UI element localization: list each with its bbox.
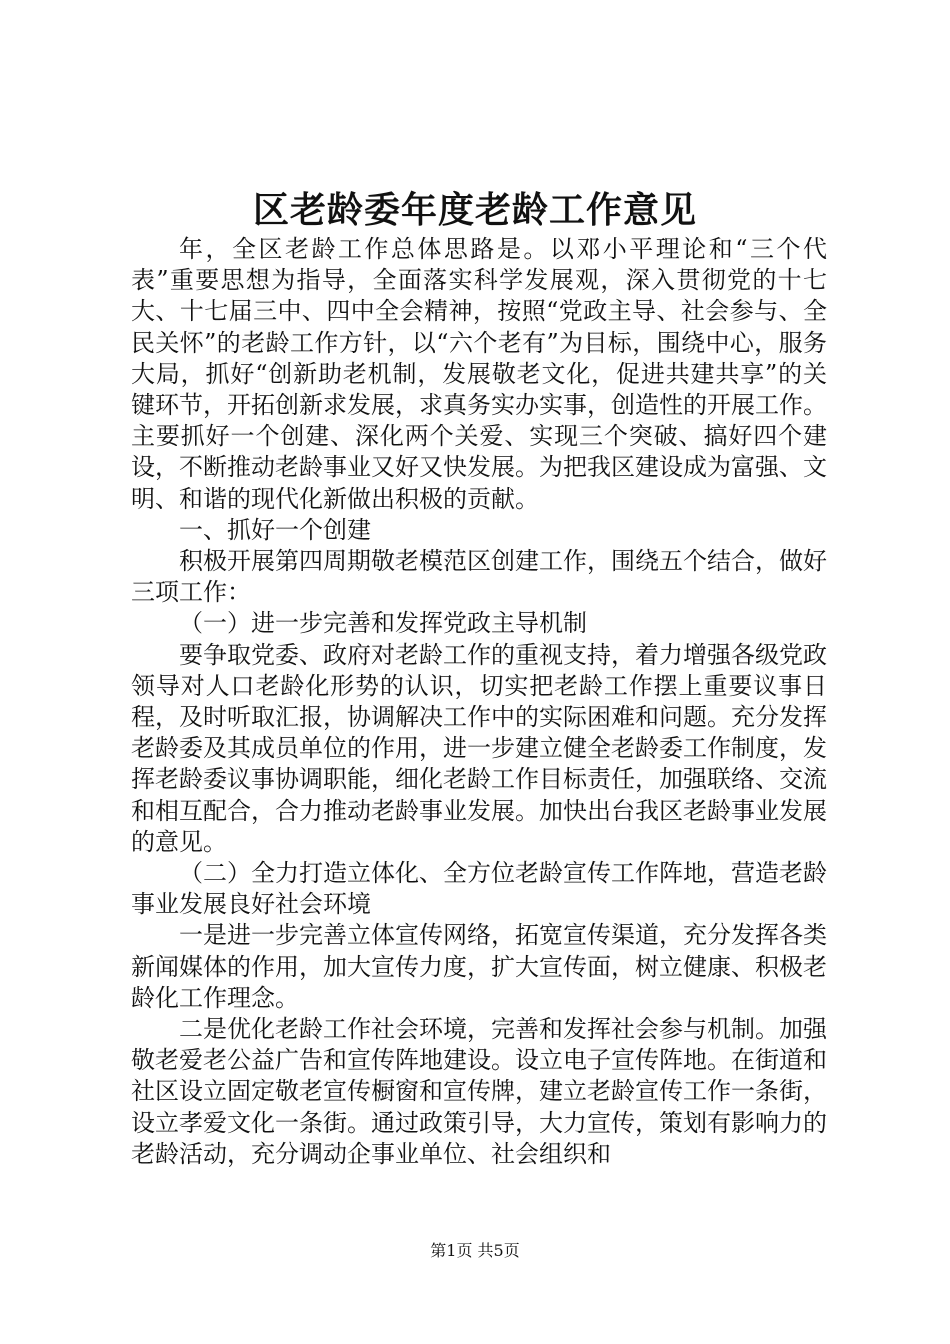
subsection-heading-1: （一）进一步完善和发挥党政主导机制 [179, 609, 587, 638]
paragraph-publicity-network: 一是进一步完善立体宣传网络，拓宽宣传渠道，充分发挥各类新闻媒体的作用，加大宣传力度，扩大宣传面，树立健康、积极老龄化工作理念。 [131, 921, 827, 1012]
paragraph-social-environment: 二是优化老龄工作社会环境，完善和发挥社会参与机制。加强敬老爱老公益广告和宣传阵地建设。设立电子宣传阵地。在街道和社区设立固定敬老宣传橱窗和宣传牌，建立老龄宣传工作一条街，设立孝爱文化一条街。通过政策引导，大力宣传，策划有影响力的老龄活动，充分调动企事业单位、社会组织和 [131, 1015, 827, 1168]
paragraph-creation: 积极开展第四周期敬老模范区创建工作，围绕五个结合，做好三项工作： [131, 547, 827, 607]
paragraph-party-leadership: 要争取党委、政府对老龄工作的重视支持，着力增强各级党政领导对人口老龄化形势的认识，切实把老龄工作摆上重要议事日程，及时听取汇报，协调解决工作中的实际困难和问题。充分发挥老龄委及其成员单位的作用，进一步建立健全老龄委工作制度，发挥老龄委议事协调职能，细化老龄工作目标责任，加强联络、交流和相互配合，合力推动老龄事业发展。加快出台我区老龄事业发展的意见。 [131, 640, 827, 856]
paragraph-overview: 年，全区老龄工作总体思路是。以邓小平理论和“三个代表”重要思想为指导，全面落实科学发展观，深入贯彻党的十七大、十七届三中、四中全会精神，按照“党政主导、社会参与、全民关怀”的老龄工作方针，以“六个老有”为目标，围绕中心，服务大局，抓好“创新助老机制，发展敬老文化，促进共建共享”的关键环节，开拓创新求发展，求真务实办实事，创造性的开展工作。主要抓好一个创建、深化两个关爱、实现三个突破、搞好四个建设，不断推动老龄事业又好又快发展。为把我区建设成为富强、文明、和谐的现代化新做出积极的贡献。 [131, 235, 827, 513]
subsection-heading-2: （二）全力打造立体化、全方位老龄宣传工作阵地，营造老龄事业发展良好社会环境 [131, 859, 827, 919]
document-body [131, 234, 827, 1170]
page-footer: 第1页 共5页 [430, 1241, 520, 1260]
section-heading-1: 一、抓好一个创建 [179, 515, 371, 544]
document-title: 区老龄委年度老龄工作意见 [252, 189, 697, 231]
